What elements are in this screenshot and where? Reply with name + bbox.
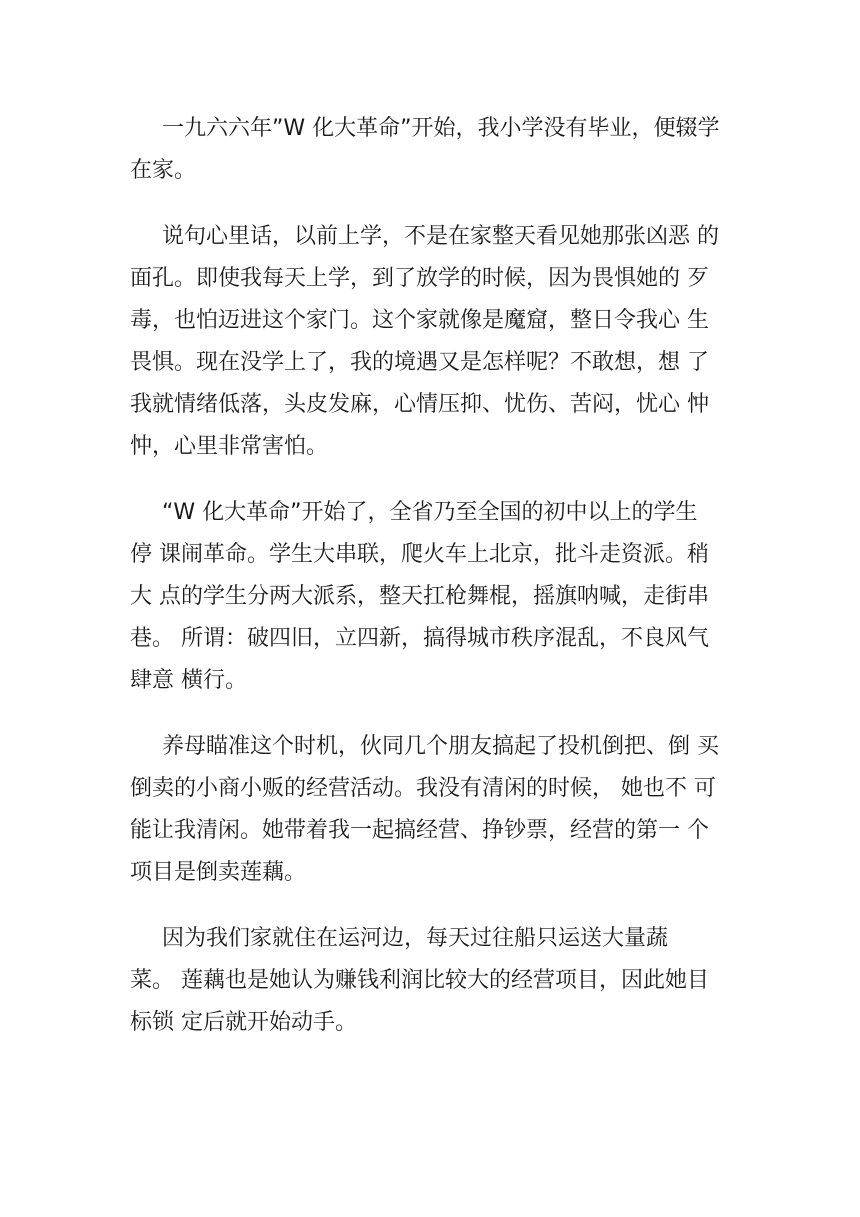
text-line: 项目是倒卖莲藕。 bbox=[130, 860, 307, 885]
text-line: 菜。 莲藕也是她认为赚钱利润比较大的经营项目，因此她目 bbox=[130, 968, 709, 993]
paragraph-5 bbox=[130, 918, 730, 1044]
text-line: 停 课闹革命。学生大串联，爬火车上北京，批斗走资派。稍 bbox=[130, 542, 709, 567]
text-line: 毒，也怕迈进这个家门。这个家就像是魔窟，整日令我心 生 bbox=[130, 308, 709, 333]
text-line: 一九六六年”W 化大革命”开始，我小学没有毕业，便辍学 bbox=[162, 116, 720, 141]
text-line: 能让我清闲。她带着我一起搞经营、挣钞票，经营的第一 个 bbox=[130, 818, 709, 843]
text-line: 巷。 所谓：破四旧，立四新，搞得城市秩序混乱，不良风气 bbox=[130, 626, 709, 651]
paragraph-4 bbox=[130, 726, 730, 894]
text-line: 大 点的学生分两大派系，整天扛枪舞棍，摇旗呐喊，走街串 bbox=[130, 584, 709, 609]
text-line: 我就情绪低落，头皮发麻，心情压抑、忧伤、苦闷，忧心 忡 bbox=[130, 392, 709, 417]
paragraph-2 bbox=[130, 216, 730, 468]
text-line: “W 化大革命”开始了，全省乃至全国的初中以上的学生 bbox=[162, 500, 698, 525]
paragraph-1 bbox=[130, 108, 730, 192]
text-line: 忡，心里非常害怕。 bbox=[130, 434, 329, 459]
text-line: 畏惧。现在没学上了，我的境遇又是怎样呢？不敢想，想 了 bbox=[130, 350, 709, 375]
text-line: 标锁 定后就开始动手。 bbox=[130, 1010, 357, 1035]
text-line: 因为我们家就住在运河边，每天过往船只运送大量蔬 bbox=[162, 926, 669, 951]
text-line: 养母瞄准这个时机，伙同几个朋友搞起了投机倒把、倒 买 bbox=[162, 734, 719, 759]
text-line: 说句心里话，以前上学，不是在家整天看见她那张凶恶 的 bbox=[162, 224, 719, 249]
document-body bbox=[130, 108, 730, 1068]
paragraph-3 bbox=[130, 492, 730, 702]
text-line: 倒卖的小商小贩的经营活动。我没有清闲的时候， 她也不 可 bbox=[130, 776, 716, 801]
text-line: 肆意 横行。 bbox=[130, 668, 247, 693]
text-line: 面孔。即使我每天上学，到了放学的时候，因为畏惧她的 歹 bbox=[130, 266, 709, 291]
text-line: 在家。 bbox=[130, 158, 197, 183]
